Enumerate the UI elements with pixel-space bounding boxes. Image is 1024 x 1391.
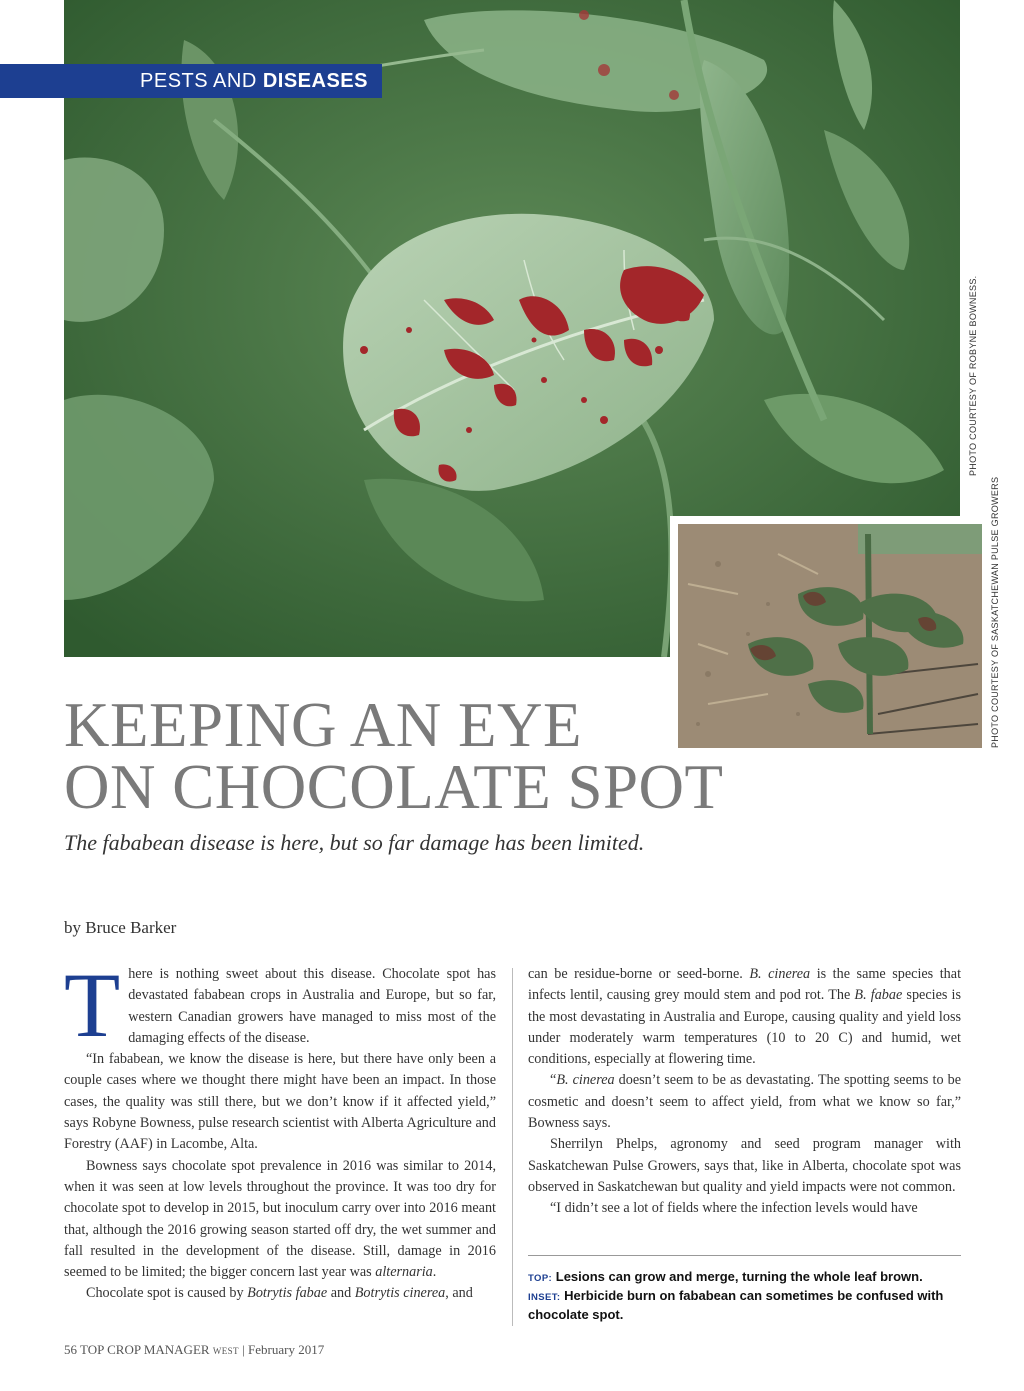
main-photo-credit: PHOTO COURTESY OF ROBYNE BOWNESS. (968, 275, 978, 476)
caption-tag: TOP: (528, 1273, 553, 1284)
paragraph: “B. cinerea doesn’t seem to be as devastating. The spotting seems to be cosmetic and doesn’t seem to affect yield, from what we know so far,” Bowness says. (528, 1072, 961, 1132)
paragraph: can be residue-borne or seed-borne. B. cinerea is the same species that infects lentil, causing grey mould stem and pod rot. The B. fabae species is the most devastating in Australia and Europe, causing quality and yield loss under moderately warm temperatures (10 to 20 C) and humid, wet conditions, especially at flowering time. (528, 966, 962, 1068)
section-header (0, 64, 382, 98)
body-column-right (528, 964, 961, 1220)
paragraph: “I didn’t see a lot of fields where the infection levels would have (550, 1200, 918, 1217)
caption-rule (528, 1255, 961, 1256)
paragraph: Chocolate spot is caused by Botrytis fabae and Botrytis cinerea, and (86, 1285, 473, 1302)
photo-captions (528, 1268, 961, 1323)
section-emphasis: DISEASES (262, 70, 368, 92)
drop-cap: T (64, 954, 121, 1056)
body-column-left (64, 954, 496, 1305)
issue-date: February 2017 (248, 1342, 325, 1357)
article-deck: The fababean disease is here, but so far damage has been limited. (64, 830, 645, 855)
byline: by Bruce Barker (64, 918, 177, 937)
paragraph: “In fababean, we know the disease is here, but there have only been a couple cases where we thought there might have been an impact. In those cases, the quality was still there, but we don’t know if it affected yield,” says Robyne Bowness, pulse research scientist with Alberta Agriculture and Forestry (AAF) in Lacombe, Alta. (64, 1051, 496, 1153)
inset-photo-credit: PHOTO COURTESY OF SASKATCHEWAN PULSE GROWERS (990, 476, 1000, 748)
caption-top: TOP: Lesions can grow and merge, turning the whole leaf brown. (528, 1269, 923, 1284)
article-title (64, 690, 764, 822)
title-line-2: ON CHOCOLATE SPOT (64, 752, 724, 822)
magazine-edition: WEST (212, 1346, 239, 1356)
caption-tag: INSET: (528, 1292, 561, 1303)
column-divider (512, 968, 513, 1326)
magazine-name: TOP CROP MANAGER (80, 1342, 210, 1357)
page-footer (64, 1342, 324, 1358)
paragraph: There is nothing sweet about this disease. Chocolate spot has devastated fababean crops in Australia and Europe, but so far, western Canadian growers have managed to miss most of the damaging effects of the disease. (64, 954, 496, 1056)
section-prefix: PESTS AND (140, 70, 257, 92)
footer-separator: | (242, 1342, 245, 1357)
paragraph: Sherrilyn Phelps, agronomy and seed program manager with Saskatchewan Pulse Growers, says that, like in Alberta, chocolate spot was observed in Saskatchewan but quality and yield impacts were not common. (528, 1136, 961, 1195)
paragraph: Bowness says chocolate spot prevalence in 2016 was similar to 2014, when it was seen at low levels throughout the province. It was too dry for chocolate spot to develop in 2015, but inoculum carry over into 2016 meant that, although the 2016 growing season started off dry, the wet summer and fall resulted in the development of the disease. Still, damage in 2016 seemed to be limited; the bigger concern last year was alternaria. (64, 1157, 496, 1281)
title-line-1: KEEPING AN EYE (64, 690, 582, 760)
caption-inset: INSET: Herbicide burn on fababean can sometimes be confused with chocolate spot. (528, 1288, 944, 1322)
page-number: 56 (64, 1342, 77, 1357)
